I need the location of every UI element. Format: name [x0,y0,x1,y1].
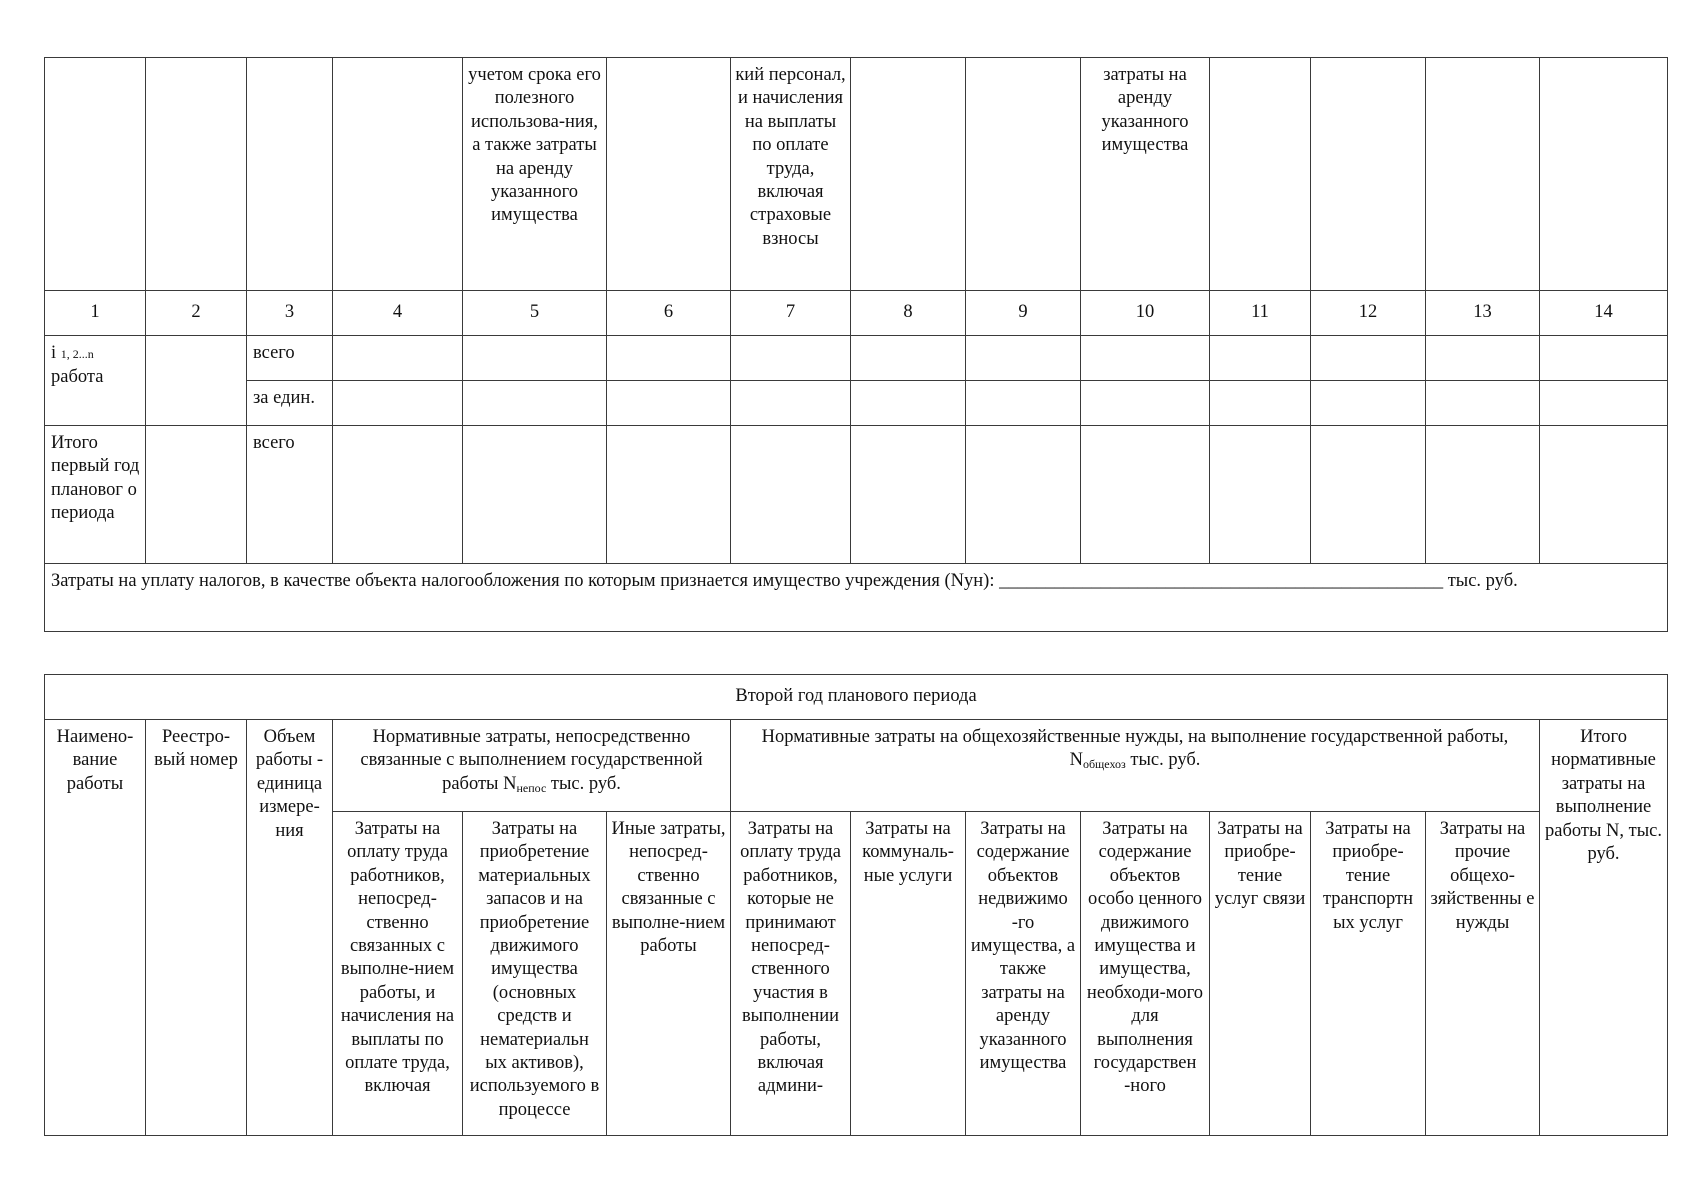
col-number: 13 [1426,291,1540,336]
cell [333,381,463,426]
header-direct-costs [333,720,731,812]
cell [1426,58,1540,291]
cell [1426,336,1540,381]
cell [1426,426,1540,564]
sub-header-col5: Затраты на приобретение материальных запасов и на приобретение движимого имущества (основных средств и нематериальн ых активов), используемого в процессе [463,812,607,1136]
sub-header-col11: Затраты на приобре-тение услуг связи [1210,812,1311,1136]
total-first-year-row [45,426,1668,564]
work-row-total [45,336,1668,381]
header-work-name: Наимено-вание работы [45,720,146,1136]
cell [1311,426,1426,564]
cell [463,336,607,381]
cell [1081,426,1210,564]
col-number: 7 [731,291,851,336]
cell [1426,381,1540,426]
cell [1081,381,1210,426]
group-header-row [45,720,1668,812]
cell [1311,336,1426,381]
cell [966,58,1081,291]
tax-line: Затраты на уплату налогов, в качестве объекта налогообложения по которым признается имущество учреждения (Nyн): ________________________________________________ тыс. руб. [45,564,1668,632]
work-name-suffix: работа [51,367,104,388]
work-name-cell [45,336,146,426]
cell [731,381,851,426]
header-registry-number: Реестро-вый номер [146,720,247,1136]
cell [1210,381,1311,426]
col-number: 9 [966,291,1081,336]
header-col10-text: затраты на аренду указанного имущества [1081,58,1210,291]
sub-header-col8: Затраты на коммуналь-ные услуги [851,812,966,1136]
cell [607,381,731,426]
cell [1540,58,1668,291]
cell [851,426,966,564]
sub-header-col6: Иные затраты, непосред-ственно связанные с выполне-нием работы [607,812,731,1136]
cell [333,336,463,381]
cell [731,426,851,564]
cost-table-second-year [44,674,1668,1136]
total-first-year-label: Итого первый год плановог о периода [45,426,146,564]
cell [966,381,1081,426]
header-general-costs-unit: тыс. руб. [1125,750,1201,771]
header-total-norm-costs: Итого нормативные затраты на выполнение работы N, тыс. руб. [1540,720,1668,1136]
cell [1540,381,1668,426]
cell [1081,336,1210,381]
sub-header-col9: Затраты на содержание объектов недвижимо -го имущества, а также затраты на аренду указанного имущества [966,812,1081,1136]
sub-header-col4: Затраты на оплату труда работников, непосред-ственно связанных с выполне-нием работы, и начисления на выплаты по оплате труда, включая [333,812,463,1136]
cell [851,336,966,381]
unit-total: всего [247,336,333,381]
cell [607,58,731,291]
cell [463,381,607,426]
col-number: 3 [247,291,333,336]
cell [851,381,966,426]
cell [463,426,607,564]
cell [333,58,463,291]
header-volume: Объем работы - единица измере-ния [247,720,333,1136]
cell [1210,58,1311,291]
header-direct-costs-text: Нормативные затраты, непосредственно связанные с выполнением государственной работы N [360,727,703,794]
col-number: 10 [1081,291,1210,336]
column-numbers-row [45,291,1668,336]
header-direct-costs-unit: тыс. руб. [546,773,621,794]
work-row-per-unit [45,381,1668,426]
cell [247,58,333,291]
cell [1210,336,1311,381]
col-number: 14 [1540,291,1668,336]
col-number: 2 [146,291,247,336]
cell [966,336,1081,381]
cell [146,426,247,564]
cell [1540,426,1668,564]
unit-per: за един. [247,381,333,426]
work-name-index: 1, 2...n [60,347,94,361]
cell [1311,58,1426,291]
header-general-costs [731,720,1540,812]
cost-table-continuation [44,57,1668,632]
cell [146,58,247,291]
work-name: i [51,343,57,363]
cell [851,58,966,291]
cell [1311,381,1426,426]
header-continuation-row [45,58,1668,291]
sub-header-col7: Затраты на оплату труда работников, которые не принимают непосред-ственного участия в выполнении работы, включая админи- [731,812,851,1136]
header-general-costs-index: общехоз [1082,757,1126,772]
cell [607,336,731,381]
header-col7-text: кий персонал, и начисления на выплаты по оплате труда, включая страховые взносы [731,58,851,291]
header-general-costs-text: Нормативные затраты на общехозяйственные нужды, на выполнение государственной работы, N [761,727,1509,771]
cell [146,336,247,426]
col-number: 1 [45,291,146,336]
col-number: 8 [851,291,966,336]
header-col5-text: учетом срока его полезного использова-ния, а также затраты на аренду указанного имущества [463,58,607,291]
cell [45,58,146,291]
cell [1540,336,1668,381]
sub-header-col12: Затраты на приобре-тение транспортн ых услуг [1311,812,1426,1136]
col-number: 6 [607,291,731,336]
cell [731,336,851,381]
col-number: 11 [1210,291,1311,336]
title-row [45,675,1668,720]
col-number: 4 [333,291,463,336]
sub-header-col10: Затраты на содержание объектов особо ценного движимого имущества и имущества, необходи-мого для выполнения государствен -ного [1081,812,1210,1136]
cell [966,426,1081,564]
cell [1210,426,1311,564]
sub-header-col13: Затраты на прочие общехо-зяйственны е нужды [1426,812,1540,1136]
second-year-title: Второй год планового периода [45,675,1668,720]
tax-row [45,564,1668,632]
col-number: 5 [463,291,607,336]
col-number: 12 [1311,291,1426,336]
total-unit: всего [247,426,333,564]
header-direct-costs-index: непос [516,780,547,795]
cell [333,426,463,564]
cell [607,426,731,564]
